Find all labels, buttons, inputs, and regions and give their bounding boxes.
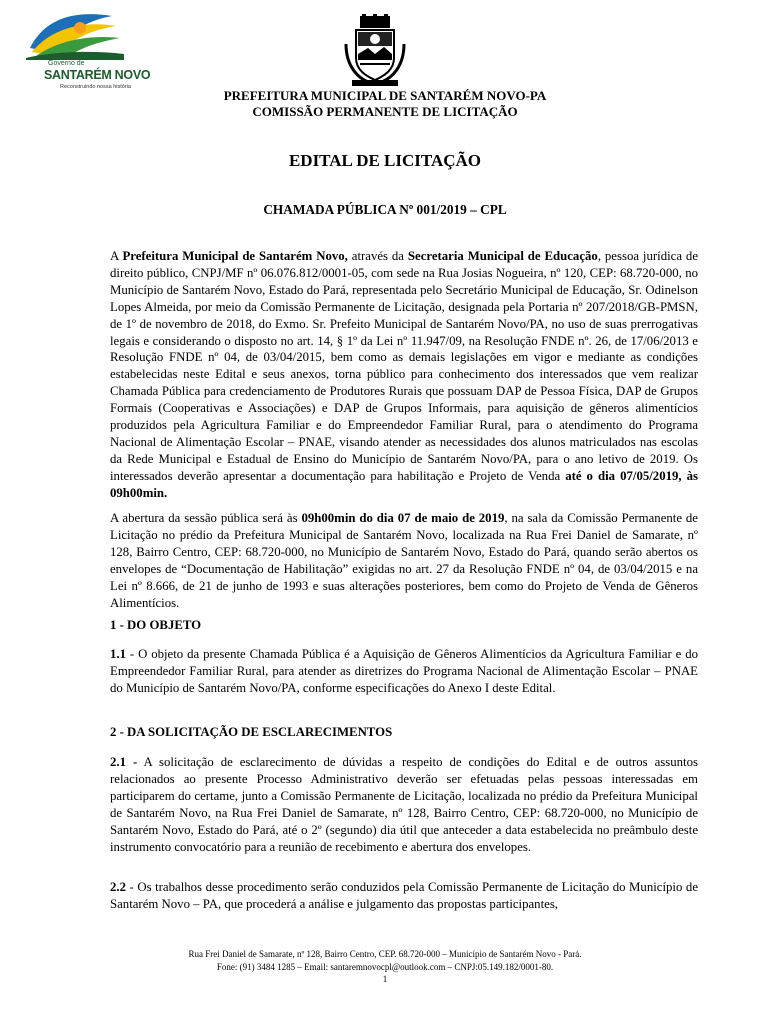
clause-2-1-text: A solicitação de esclarecimento de dúvidas a respeito de condições do Edital e de outros assuntos relacionados ao presente Processo Administrativo deverão ser efetuadas pelas pessoas interessadas em participarem do certame, junto a Comissão Permanente de Licitação, localizada no prédio da Prefeitura Municipal de Santarém Novo, na Rua Frei Daniel de Samarate, nº 128, Bairro Centro, CEP: 68.720-000, no Município de Santarém Novo, Estado do Pará, até o 2º (segundo) dia útil que anteceder a data estabelecida no preâmbulo deste instrumento convocatório para a reunião de recebimento e abertura dos envelopes. <box>110 755 698 854</box>
document-title: EDITAL DE LICITAÇÃO <box>288 151 482 170</box>
page-number: 1 <box>382 974 388 984</box>
abertura-paragraph <box>110 510 698 611</box>
section-heading-objeto: 1 - DO OBJETO <box>110 618 202 632</box>
footer-contact: Fone: (91) 3484 1285 – Email: santaremnovocpl@outlook.com – CNPJ:05.149.182/0001-80. <box>216 962 554 972</box>
intro-text-1: A <box>110 249 123 263</box>
municipio-name: SANTARÉM NOVO <box>44 68 151 82</box>
coat-of-arms-icon <box>342 14 408 88</box>
intro-bold-1: Prefeitura Municipal de Santarém Novo, <box>122 249 348 263</box>
governo-de-label: Governo de <box>48 60 85 67</box>
footer-address: Rua Frei Daniel de Samarate, nº 128, Bairro Centro, CEP. 68.720-000 – Município de Santarém Novo - Pará. <box>188 949 582 959</box>
clause-1-1-number: 1.1 <box>110 647 126 661</box>
clause-2-2-number: 2.2 <box>110 880 126 894</box>
intro-text-2: através da <box>347 249 408 263</box>
intro-text-3: , pessoa jurídica de direito público, CNPJ/MF nº 06.076.812/0001-05, com sede na Rua Josias Nogueira, nº 120, CEP: 68.720-000, no Município de Santarém Novo, Estado do Pará, representada pelo Secretário Municipal de Educação, Sr. Odinelson Lopes Almeida, por meio da Comissão Permanente de Licitação, designada pela Portaria nº 207/2018/GB-PMSN, de 1º de novembro de 2018, do Exmo. Sr. Prefeito Municipal de Santarém Novo/PA, no uso de suas prerrogativas legais e considerando o disposto no art. 14, § 1º da Lei nº 11.947/09, na Resolução FNDE nº. 26, de 17/06/2013 e Resolução FNDE nº 04, de 03/04/2015, bem como as demais legislações em vigor e mediante as condições estabelecidas neste Edital e seus anexos, torna público para conhecimento dos interessados que vem realizar Chamada Pública para credenciamento de Produtores Rurais que possuam DAP de Pessoa Física, DAP de Grupos Formais (Cooperativas e Associações) e DAP de Grupos Informais, para aquisição de gêneros alimentícios produzidos pela Agricultura Familiar e do Empreendedor Familiar Rural, para o atendimento do Programa Nacional de Alimentação Escolar – PNAE, visando atender as necessidades dos alunos matriculados nas escolas da Rede Municipal e Estadual de Ensino do Município de Santarém Novo/PA, para o ano letivo de 2019. Os interessados deverão apresentar a documentação para habilitação e Projeto de Venda <box>110 249 698 483</box>
header-comissao: COMISSÃO PERMANENTE DE LICITAÇÃO <box>252 104 518 119</box>
governo-logo-icon <box>20 8 130 60</box>
abertura-text-1: A abertura da sessão pública será às <box>110 511 302 525</box>
governo-logo <box>20 8 151 90</box>
clause-2-2 <box>110 879 698 913</box>
clause-2-1-number: 2.1 - <box>110 755 138 769</box>
intro-paragraph <box>110 248 698 502</box>
logo-slogan: Reconstruindo nossa história <box>60 84 131 90</box>
coat-of-arms <box>342 14 408 88</box>
intro-bold-2: Secretaria Municipal de Educação <box>407 249 598 263</box>
abertura-text-2: , na sala da Comissão Permanente de Licitação no prédio da Prefeitura Municipal de Santarém Novo, localizada na Rua Frei Daniel de Samarate, nº 128, Bairro Centro, CEP: 68.720-000, no Município de Santarém Novo, Estado do Pará, quando serão abertos os envelopes de “Documentação de Habilitação” exigidas no art. 27 da Resolução FNDE nº 04, de 03/04/2015 e na Lei nº 8.666, de 21 de junho de 1993 e suas alterações posteriores, bem como do Projeto de Venda de Gêneros Alimentícios. <box>110 511 698 610</box>
clause-2-1 <box>110 754 698 855</box>
header-prefeitura: PREFEITURA MUNICIPAL DE SANTARÉM NOVO-PA <box>223 88 547 103</box>
clause-1-1 <box>110 646 698 697</box>
clause-1-1-text: - O objeto da presente Chamada Pública é a Aquisição de Gêneros Alimentícios da Agricultura Familiar e do Empreendedor Familiar Rural, para atender as diretrizes do Programa Nacional de Alimentação Escolar – PNAE do Município de Santarém Novo/PA, conforme especificações do Anexo I deste Edital. <box>110 647 698 695</box>
section-heading-esclarecimentos: 2 - DA SOLICITAÇÃO DE ESCLARECIMENTOS <box>110 725 393 739</box>
document-subtitle: CHAMADA PÚBLICA Nº 001/2019 – CPL <box>263 202 507 217</box>
intro-bold-3: até o dia 07/05/2019, às 09h00min. <box>110 468 698 500</box>
abertura-bold-1: 09h00min do dia 07 de maio de 2019 <box>301 511 505 525</box>
clause-2-2-text: - Os trabalhos desse procedimento serão conduzidos pela Comissão Permanente de Licitação do Município de Santarém Novo – PA, que procederá a análise e julgamento das propostas participantes, <box>110 880 698 911</box>
